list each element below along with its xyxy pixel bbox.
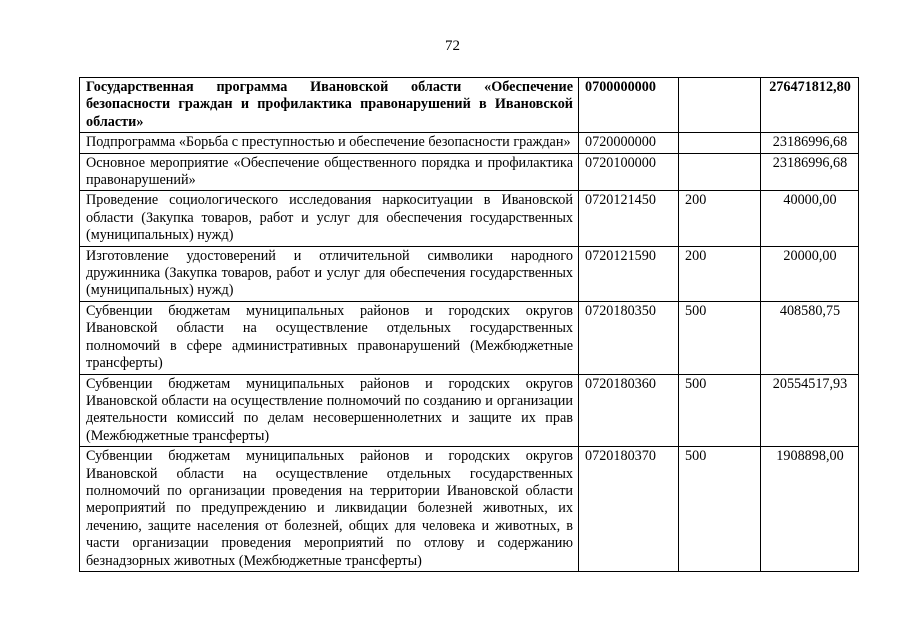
table-row bbox=[80, 301, 859, 374]
row-expense-type bbox=[679, 153, 761, 191]
row-amount: 20000,00 bbox=[761, 246, 859, 301]
row-code: 0720121590 bbox=[579, 246, 679, 301]
row-expense-type bbox=[679, 133, 761, 153]
table-row bbox=[80, 447, 859, 572]
row-code: 0700000000 bbox=[579, 78, 679, 133]
row-name: Субвенции бюджетам муниципальных районов и городских округов Ивановской области на осуществление отдельных государственных полномочий по организации проведения на территории Ивановской области мероприятий по предупреждению и ликвидации болезней животных, их лечению, защите населения от болезней, общих для человека и животных, в части организации проведения мероприятий по отлову и содержанию безнадзорных животных (Межбюджетные трансферты) bbox=[80, 447, 579, 572]
row-code: 0720180360 bbox=[579, 374, 679, 447]
row-name: Субвенции бюджетам муниципальных районов и городских округов Ивановской области на осуществление полномочий по созданию и организации деятельности комиссий по делам несовершеннолетних и защите их прав (Межбюджетные трансферты) bbox=[80, 374, 579, 447]
row-name: Государственная программа Ивановской области «Обеспечение безопасности граждан и профилактика правонарушений в Ивановской области» bbox=[80, 78, 579, 133]
row-expense-type: 500 bbox=[679, 374, 761, 447]
row-name: Субвенции бюджетам муниципальных районов и городских округов Ивановской области на осуществление отдельных государственных полномочий в сфере административных правонарушений (Межбюджетные трансферты) bbox=[80, 301, 579, 374]
row-amount: 1908898,00 bbox=[761, 447, 859, 572]
page-number: 72 bbox=[445, 38, 460, 54]
row-amount: 40000,00 bbox=[761, 191, 859, 246]
row-name: Подпрограмма «Борьба с преступностью и обеспечение безопасности граждан» bbox=[80, 133, 579, 153]
row-expense-type: 200 bbox=[679, 246, 761, 301]
row-amount: 408580,75 bbox=[761, 301, 859, 374]
row-code: 0720100000 bbox=[579, 153, 679, 191]
row-name: Основное мероприятие «Обеспечение общественного порядка и профилактика правонарушений» bbox=[80, 153, 579, 191]
table-row bbox=[80, 246, 859, 301]
row-code: 0720121450 bbox=[579, 191, 679, 246]
row-amount: 23186996,68 bbox=[761, 153, 859, 191]
row-expense-type: 500 bbox=[679, 447, 761, 572]
row-name: Изготовление удостоверений и отличительной символики народного дружинника (Закупка товаров, работ и услуг для обеспечения государственных (муниципальных) нужд) bbox=[80, 246, 579, 301]
budget-table bbox=[79, 77, 859, 572]
row-name: Проведение социологического исследования наркоситуации в Ивановской области (Закупка товаров, работ и услуг для обеспечения государственных (муниципальных) нужд) bbox=[80, 191, 579, 246]
row-amount: 276471812,80 bbox=[761, 78, 859, 133]
row-code: 0720180350 bbox=[579, 301, 679, 374]
row-expense-type bbox=[679, 78, 761, 133]
table-row bbox=[80, 153, 859, 191]
table-row bbox=[80, 191, 859, 246]
table-row bbox=[80, 374, 859, 447]
row-amount: 20554517,93 bbox=[761, 374, 859, 447]
row-code: 0720000000 bbox=[579, 133, 679, 153]
row-expense-type: 500 bbox=[679, 301, 761, 374]
row-amount: 23186996,68 bbox=[761, 133, 859, 153]
table-row bbox=[80, 78, 859, 133]
row-code: 0720180370 bbox=[579, 447, 679, 572]
table-row bbox=[80, 133, 859, 153]
row-expense-type: 200 bbox=[679, 191, 761, 246]
